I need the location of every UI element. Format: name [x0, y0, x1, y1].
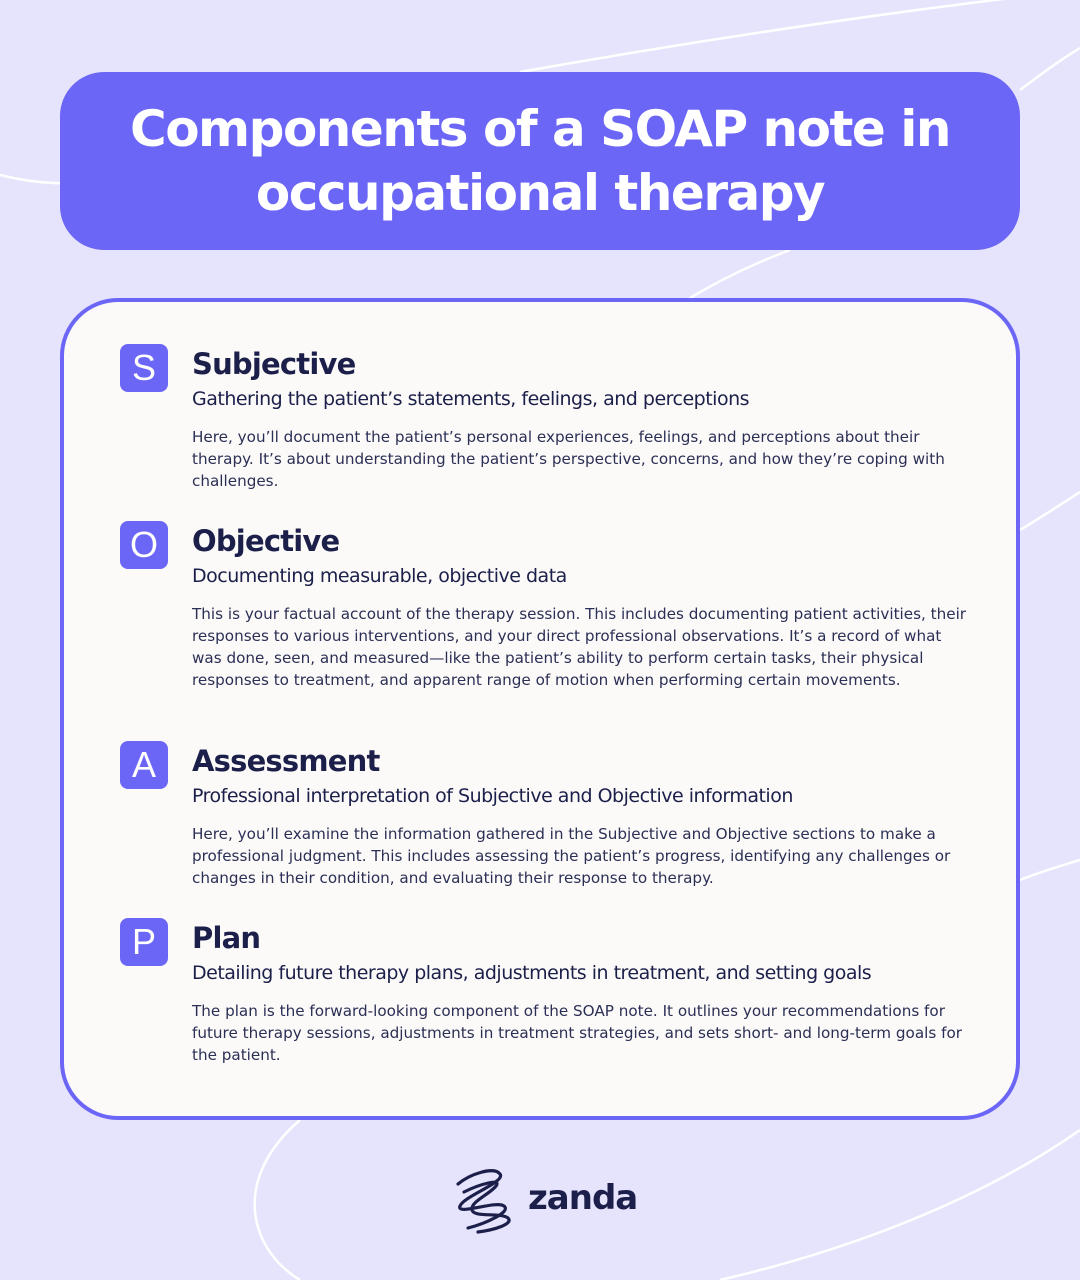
section-body: Here, you’ll examine the information gathered in the Subjective and Objective sections to make a professional judgment. This includes assessing the patient’s progress, identifying any challenges or changes in their condition, and evaluating their response to therapy.	[192, 825, 951, 887]
letter-badge-s: S	[120, 344, 168, 392]
page-title: Components of a SOAP note in occupational therapy	[130, 100, 950, 222]
section-title: Subjective	[192, 347, 356, 381]
section-subtitle: Gathering the patient’s statements, feelings, and perceptions	[192, 388, 750, 410]
section-body: The plan is the forward-looking component of the SOAP note. It outlines your recommendations for future therapy sessions, adjustments in treatment strategies, and sets short- and long-term goals for the patient.	[192, 1002, 962, 1064]
letter-badge-p: P	[120, 918, 168, 966]
title-banner	[60, 72, 1020, 250]
section-subtitle: Documenting measurable, objective data	[192, 565, 567, 587]
section-body: Here, you’ll document the patient’s personal experiences, feelings, and perceptions about their therapy. It’s about understanding the patient’s perspective, concerns, and how they’re coping with challenges.	[192, 428, 945, 490]
section-title: Objective	[192, 524, 340, 558]
letter-badge-o: O	[120, 521, 168, 569]
letter-badge-a: A	[120, 741, 168, 789]
section-title: Plan	[192, 921, 261, 955]
section-title: Assessment	[192, 744, 380, 778]
section-subtitle: Professional interpretation of Subjective and Objective information	[192, 785, 793, 807]
brand-name: zanda	[528, 1178, 638, 1218]
section-body: This is your factual account of the therapy session. This includes documenting patient activities, their responses to various interventions, and your direct professional observations. It’s a record of what was done, seen, and measured—like the patient’s ability to perform certain tasks, their physical responses to treatment, and apparent range of motion when performing certain movements.	[192, 605, 967, 689]
soap-card	[60, 298, 1020, 1120]
section-subtitle: Detailing future therapy plans, adjustments in treatment, and setting goals	[192, 962, 872, 984]
zanda-logo	[450, 1162, 637, 1234]
zanda-logo-icon	[450, 1162, 520, 1234]
